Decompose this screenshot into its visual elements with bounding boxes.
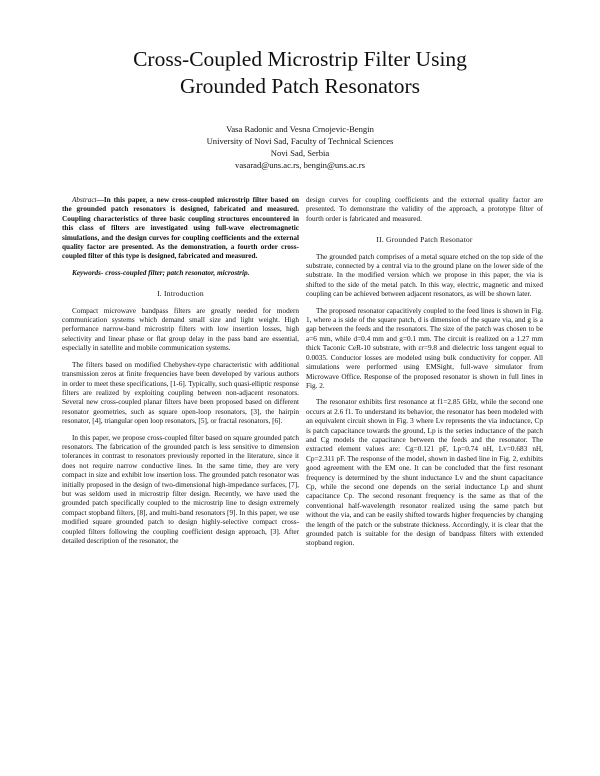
intro-paragraph-2: The filters based on modified Chebyshev-type characteristic with additional transmission zeros at finite frequencies have been developed by various authors in order to meet these specifications, [1-6]. Typically, such quasi-elliptic response filters are realized by exploiting coupling between non-adjacent resonators. Several new cross-coupled planar filters have been proposed based on different resonator geometries, such as square open-loop resonators, [3], the hairpin resonator, [4], triangular open loop resonators, [5], or fractal resonators, [6]. — [62, 360, 299, 426]
section-heading-introduction: I. Introduction — [157, 289, 204, 299]
left-column — [62, 196, 299, 546]
author-block — [100, 123, 500, 171]
right-column — [306, 196, 543, 549]
title-line-2: Grounded Patch Resonators — [179, 74, 421, 98]
abstract-text: —In this paper, a new cross-coupled microstrip filter based on the grounded patch resonators is designed, fabricated and measured. Coupling characteristics of three basic coupling structures encountered in this class of filters are investigated using full-wave electromagnetic simulations, and the design curves for coupling coefficients and the external quality factor are presented. As the demonstration, a fourth order cross-coupled filter of this type is designed, fabricated and measured. — [62, 196, 299, 261]
author-names: Vasa Radonic and Vesna Crnojevic-Bengin — [226, 124, 374, 134]
intro-paragraph-continued: design curves for coupling coefficients and the external quality factor are presented. To demonstrate the validity of the approach, a prototype filter of fourth order is fabricated and measured. — [306, 196, 543, 223]
author-city: Novi Sad, Serbia — [270, 148, 330, 158]
resonator-paragraph-2: The proposed resonator capacitively coupled to the feed lines is shown in Fig. 1, where a is side of the square patch, d is dimension of the square via, and g is a gap between the feeds and the resonators. The size of the patch was chosen to be a=6 mm, while d=0.4 mm and g=0.1 mm. The circuit is realized on a 1.27 mm thick Taconic CeR-10 substrate, with εr=9.8 and dielectric loss tangent equal to 0.0035. Conductor losses are modeled using bulk conductivity for copper. All simulations were performed using EMSight, full-wave simulator from Microwave Office. Response of the proposed resonator is shown in full lines in Fig. 2. — [306, 306, 543, 390]
resonator-paragraph-1: The grounded patch comprises of a metal square etched on the top side of the substrate, connected by a central via to the ground plane on the lower side of the substrate. In the modified version which we propose in this paper, the via is shifted to the side of the metal patch. In this way, electric, magnetic and mixed coupling can be achieved between adjacent resonators, as will be shown later. — [306, 252, 543, 299]
intro-paragraph-3: In this paper, we propose cross-coupled filter based on square grounded patch resonators. The fabrication of the grounded patch is less sensitive to dimension tolerances in contrast to resonators previously reported in the literature, since it does not require narrow conductive lines. In the same time, they are very compact in size and exhibit low insertion loss. The grounded patch resonator was initially proposed in the design of two-dimensional high-impedance surfaces, [7], but was seldom used in microstrip filter design. Recently, we have used the grounded patch specifically coupled to the microstrip line to design extremely compact stopband filters, [8], and multi-band resonators [9]. In this paper, we use modified square grounded patch to design highly-selective compact cross-coupled filters following the coupling coefficient design approach, [3]. After detailed description of the resonator, the — [62, 433, 299, 545]
author-email: vasarad@uns.ac.rs, bengin@uns.ac.rs — [235, 160, 365, 170]
intro-paragraph-1: Compact microwave bandpass filters are greatly needed for modern communication systems which demand small size and light weight. High performance narrow-band microstrip filters with low insertion losses, high selectivity and linear phase or flat group delay in the pass band are essential, especially in satellite and mobile communication systems. — [62, 306, 299, 353]
keywords-label: Keywords- — [72, 268, 104, 277]
resonator-paragraph-3: The resonator exhibits first resonance at f1=2.85 GHz, while the second one occurs at 2.6 f1. To understand its behavior, the resonator has been modeled with an equivalent circuit shown in Fig. 3 where Lv represents the via inductance, Cp is patch capacitance towards the ground, Lp is the series inductance of the patch and Cg models the capacitance between the feeds and the resonator. The extracted element values are: Cg=0.121 pF, Lp=0.74 nH, Lv=0.683 nH, Cp=2.311 pF. The response of the model, shown in dashed line in Fig. 2, exhibits good agreement with the EM one. It can be concluded that the first resonant frequency is determined by the shunt inductance Lv and the shunt capacitance Cp, while the second one depends on the serial inductance Lp and shunt capacitance Cp. The second resonant frequency is the same as that of the conventional half-wavelength resonator realized using the same patch but without the via, and can be easily shifted towards higher frequencies by changing the length of the patch or the substrate thickness. Accordingly, it is clear that the grounded patch is suitable for the design of bandpass filters with extended stopband region. — [306, 398, 543, 548]
abstract-label: Abstract — [72, 196, 97, 204]
paper-title — [60, 46, 540, 100]
section-heading-grounded-patch: II. Grounded Patch Resonator — [376, 235, 473, 245]
author-affiliation: University of Novi Sad, Faculty of Technical Sciences — [206, 136, 394, 146]
abstract — [62, 196, 299, 262]
title-line-1: Cross-Coupled Microstrip Filter Using — [133, 47, 467, 71]
keywords — [62, 269, 299, 278]
keywords-text: cross-coupled filter; patch resonator, microstrip. — [103, 268, 250, 277]
